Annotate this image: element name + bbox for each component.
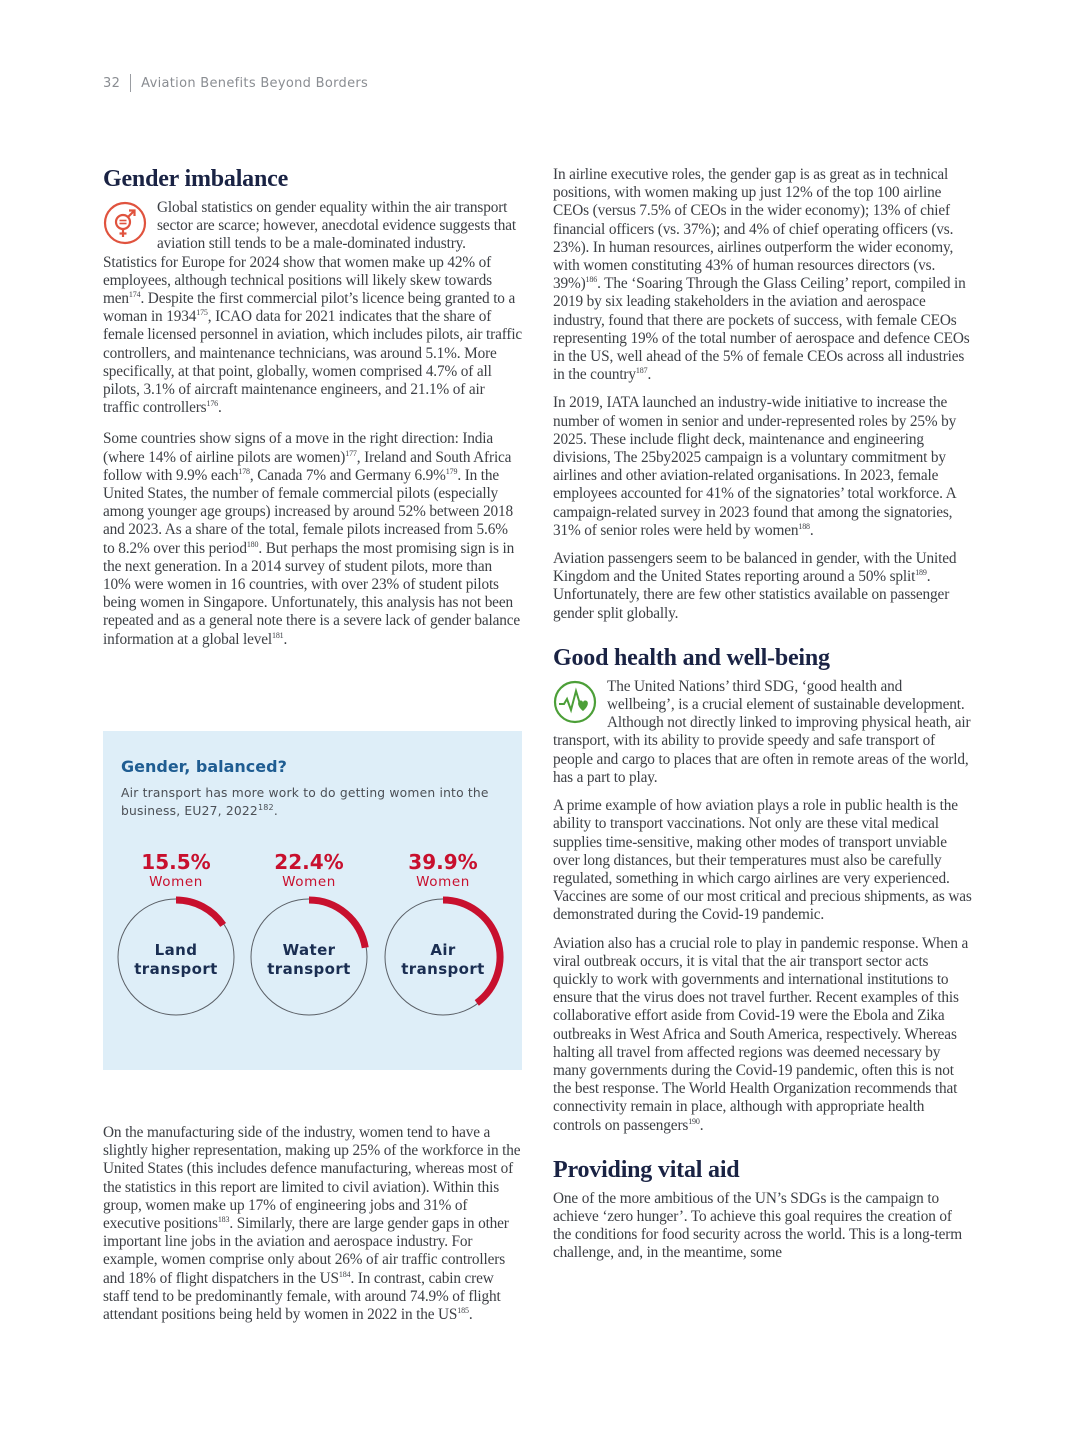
right-column bbox=[553, 166, 973, 1273]
footnote-ref: 181 bbox=[271, 630, 284, 640]
paragraph: In airline executive roles, the gender gap is as great as in technical positions, with women making up just 12% of the top 100 airline CEOs (versus 7.5% of CEOs in the wider economy); 13% of chief financial officers (vs. 37%); and 4% of chief operating officers (vs. 23%). In human resources, airlines outperform the wider economy, with women constituting 43% of human resources directors (vs. 39%)$^{186}$. The ‘Soaring Through the Glass Ceiling’ report, compiled in 2019 by six leading stakeholders in the aviation and aerospace industry, found that there are pockets of success, with female CEOs representing 19% of the total number of aerospace and defence CEOs in the US, well ahead of the 5% of female CEOs across all industries in the country$^{187}$. bbox=[553, 166, 970, 384]
paragraph: A prime example of how aviation plays a role in public health is the ability to transport vaccinations. Not only are these vital medical supplies time-sensitive, making other modes of transport unviable over long distances, but their temperatures must also be carefully regulated, something in which cargo airlines are very experienced. Vaccines are some of our most critical and precious shipments, as was demonstrated during the Covid-19 pandemic. bbox=[553, 797, 972, 924]
paragraph: In 2019, IATA launched an industry-wide initiative to increase the number of women in senior and under-represented roles by 25% by 2025. These include flight deck, maintenance and engineering divisions, The 25by2025 campaign is a voluntary commitment by airlines and other aviation-related organisations. In 2023, female employees accounted for 41% of the signatories’ total workforce. A campaign-related survey in 2023 found that among the signatories, 31% of senior roles were held by women$^{188}$. bbox=[553, 394, 957, 539]
footnote-ref: 180 bbox=[246, 539, 259, 549]
paragraph: Some countries show signs of a move in the right direction: India (where 14% of airline pilots are women)$^{177}$, Ireland and South Africa follow with 9.9% each$^{178}$, Canada 7% and Germany 6.9%$^{179}$. In the United States, the number of female commercial pilots (especially among younger age groups) increased by around 52% between 2018 and 2023. As a share of the total, female pilots increased from 5.6% to 8.2% over this period$^{180}$. But perhaps the most promising sign is in the next generation. In a 2014 survey of student pilots, more than 10% were women in 16 countries, with over 23% of student pilots being women in Singapore. Unfortunately, this analysis has not been repeated and as a general note there is a severe lack of gender balance information at a global level$^{181}$. bbox=[103, 430, 520, 648]
header-divider bbox=[130, 74, 131, 92]
women-label: Women bbox=[149, 874, 203, 890]
paragraph: Global statistics on gender equality within the air transport sector are scarce; however, anecdotal evidence suggests that aviation still tends to be a male-dominated industry. Statistics for Europe for 2024 show that women make up 42% of employees, although technical positions will likely skew towards men$^{174}$. Despite the first commercial pilot’s licence being granted to a woman in 1934$^{175}$, ICAO data for 2021 indicates that the share of female licensed personnel in aviation, which includes pilots, air traffic controllers, and maintenance technicians, was around 5.1%. More specifically, at that point, globally, women comprised 4.7% of all pilots, 3.1% of aircraft maintenance engineers, and 21.1% of air traffic controllers$^{176}$. bbox=[103, 199, 523, 417]
infobox-title: Gender, balanced? bbox=[121, 757, 287, 776]
footnote-ref: 190 bbox=[688, 1116, 700, 1126]
transport-category-label: Air transport bbox=[401, 941, 485, 978]
infobox-subtitle: Air transport has more work to do getting women into the business, EU27, 2022$^{182}$. bbox=[121, 786, 489, 818]
ring-item-land-transport bbox=[111, 851, 241, 1019]
footnote-ref: 185 bbox=[457, 1305, 469, 1315]
paragraph: Aviation also has a crucial role to play in pandemic response. When a viral outbreak occurs, it is vital that the air transport sector acts quickly to work with governments and international institutions to ensure that the virus does not travel further. Recent examples of this collaborative effort aside from Covid-19 were the Ebola and Zika outbreaks in West Africa and South America, respectively. Whereas halting all travel from affected regions was deemed necessary by many governments during the Covid-19 pandemic, often this is not the best response. The World Health Organization recommends that connectivity remain in place, although with appropriate health controls on passengers$^{190}$. bbox=[553, 934, 969, 1134]
women-label: Women bbox=[416, 874, 470, 890]
left-column-lower bbox=[103, 1124, 523, 1334]
paragraph: On the manufacturing side of the industry, women tend to have a slightly higher representation, making up 25% of the workforce in the United States (this includes defence manufacturing, whereas most of the statistics in this report are limited to civil aviation). Within this group, women make up 17% of engineering jobs and 31% of executive positions$^{183}$. Similarly, there are large gender gaps in other important line jobs in the aviation and aerospace industry. For example, women comprise only about 26% of air traffic controllers and 18% of flight dispatchers in the US$^{184}$. In contrast, cabin crew staff tend to be predominantly female, with around 74.9% of flight attendant positions being held by women in 2022 in the US$^{185}$. bbox=[103, 1124, 521, 1324]
gender-balance-infobox bbox=[103, 731, 522, 1070]
women-percentage: 39.9% bbox=[408, 850, 478, 874]
transport-category-label: Land transport bbox=[134, 941, 218, 978]
footnote-ref: 174 bbox=[128, 289, 141, 299]
footnote-ref: 187 bbox=[635, 366, 648, 376]
footnote-ref: 183 bbox=[217, 1214, 230, 1224]
ring-item-water-transport bbox=[244, 851, 374, 1019]
left-column bbox=[103, 166, 523, 659]
section-title-vital-aid: Providing vital aid bbox=[553, 1156, 740, 1183]
footnote-ref: 176 bbox=[206, 399, 219, 409]
footnote-ref: 189 bbox=[915, 568, 927, 578]
footnote-ref: 179 bbox=[445, 466, 458, 476]
paragraph: The United Nations’ third SDG, ‘good health and wellbeing’, is a crucial element of sustainable development. Although not directly linked to improving physical heath, air transport, with its ability to provide speedy and safe transport of people and cargo to places that are often in remote areas of the world, has a part to play. bbox=[553, 677, 971, 786]
paragraph: One of the more ambitious of the UN’s SDGs is the campaign to achieve ‘zero hunger’. To achieve this goal requires the creation of the conditions for food security across the world. This is a long-term challenge, and, in the meantime, some bbox=[553, 1189, 962, 1262]
footnote-ref: 178 bbox=[238, 466, 250, 476]
gender-equality-icon bbox=[103, 201, 147, 245]
page-number: 32 bbox=[103, 75, 121, 91]
footnote-ref: 175 bbox=[196, 308, 208, 318]
section-title-gender-imbalance: Gender imbalance bbox=[103, 166, 289, 192]
footnote-ref: 186 bbox=[585, 275, 598, 285]
footnote-ref: 177 bbox=[345, 448, 357, 458]
women-percentage: 22.4% bbox=[274, 850, 344, 874]
ring-item-air-transport bbox=[378, 851, 508, 1019]
page-header bbox=[103, 74, 368, 92]
paragraph: Aviation passengers seem to be balanced in gender, with the United Kingdom and the United States reporting around a 50% split$^{189}$. Unfortunately, there are few other statistics available on passenger gender split globally. bbox=[553, 550, 957, 622]
women-label: Women bbox=[282, 874, 336, 890]
section-title-good-health: Good health and well-being bbox=[553, 644, 830, 671]
women-percentage: 15.5% bbox=[141, 850, 211, 874]
footnote-ref: 184 bbox=[338, 1269, 351, 1279]
health-heartbeat-icon bbox=[553, 680, 597, 724]
footnote-ref: 188 bbox=[798, 521, 810, 531]
transport-category-label: Water transport bbox=[267, 941, 351, 978]
publication-title: Aviation Benefits Beyond Borders bbox=[141, 75, 369, 91]
